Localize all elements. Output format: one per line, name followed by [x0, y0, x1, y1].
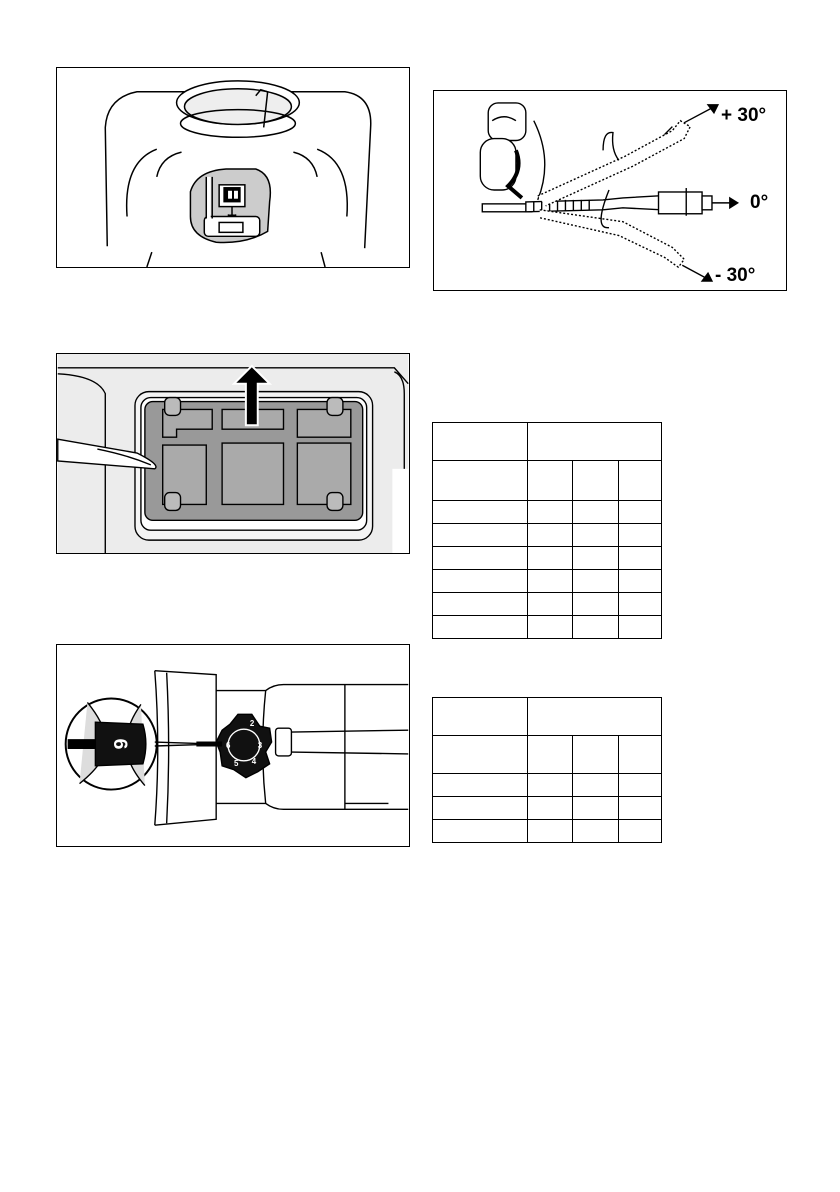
table-cell	[528, 547, 573, 570]
table-cell	[573, 774, 619, 797]
table-header-row	[433, 736, 662, 774]
table-cell	[619, 797, 662, 820]
knob-number-3: 3	[257, 740, 263, 750]
knob-number-6: 6	[226, 740, 231, 750]
table-row	[433, 570, 662, 593]
table-cell	[528, 797, 573, 820]
dosing-knob-figure	[56, 644, 410, 847]
table-cell	[528, 461, 573, 501]
table-cell	[528, 524, 573, 547]
knob-number-5: 5	[233, 758, 239, 768]
table-cell	[433, 423, 528, 461]
table-row	[433, 797, 662, 820]
table-cell	[619, 616, 662, 639]
table-cell	[619, 774, 662, 797]
table-row	[433, 820, 662, 843]
dosing-knob-icon	[57, 645, 409, 846]
table-row	[433, 593, 662, 616]
table-cell	[433, 774, 528, 797]
table-cell	[619, 547, 662, 570]
magnified-knob-value: 6	[108, 738, 131, 750]
table-row	[433, 501, 662, 524]
table-cell	[573, 593, 619, 616]
table-cell	[528, 820, 573, 843]
table-cell	[573, 461, 619, 501]
table-cell	[433, 797, 528, 820]
table-cell	[433, 820, 528, 843]
table-cell	[433, 547, 528, 570]
table-cell	[573, 524, 619, 547]
filter-cover-removal-icon	[57, 354, 409, 553]
angle-label-plus-30: + 30°	[721, 105, 767, 126]
table-cell	[528, 698, 662, 736]
table-row	[433, 774, 662, 797]
table-cell	[619, 461, 662, 501]
table-cell	[573, 797, 619, 820]
filter-cover-figure	[56, 353, 410, 554]
knob-number-2: 2	[249, 719, 255, 729]
tank-filler-opening-icon	[57, 68, 409, 267]
table-cell	[573, 547, 619, 570]
table-cell	[619, 524, 662, 547]
table-cell	[433, 524, 528, 547]
table-header-row	[433, 461, 662, 501]
table-cell	[433, 461, 528, 501]
table-cell	[528, 736, 573, 774]
table-header-row	[433, 698, 662, 736]
table-cell	[573, 501, 619, 524]
table-row	[433, 547, 662, 570]
table-cell	[528, 593, 573, 616]
table-cell	[619, 736, 662, 774]
table-cell	[528, 423, 662, 461]
table-cell	[619, 820, 662, 843]
table-cell	[433, 698, 528, 736]
table-cell	[528, 570, 573, 593]
table-row	[433, 616, 662, 639]
angle-label-minus-30: - 30°	[715, 265, 756, 286]
table-cell	[619, 593, 662, 616]
table-cell	[528, 616, 573, 639]
table-cell	[433, 616, 528, 639]
angle-label-0: 0°	[750, 192, 769, 213]
table-cell	[528, 501, 573, 524]
table-cell	[433, 501, 528, 524]
table-header-row	[433, 423, 662, 461]
spec-table-2	[432, 697, 662, 843]
table-cell	[573, 616, 619, 639]
table-cell	[433, 736, 528, 774]
spec-table-1	[432, 422, 662, 639]
table-cell	[573, 820, 619, 843]
tank-top-figure	[56, 67, 410, 268]
table-row	[433, 524, 662, 547]
table-cell	[573, 736, 619, 774]
table-cell	[619, 501, 662, 524]
table-cell	[573, 570, 619, 593]
table-cell	[619, 570, 662, 593]
table-cell	[528, 774, 573, 797]
tube-angle-figure	[433, 90, 787, 291]
table-cell	[433, 570, 528, 593]
knob-number-4: 4	[251, 756, 257, 766]
table-cell	[433, 593, 528, 616]
